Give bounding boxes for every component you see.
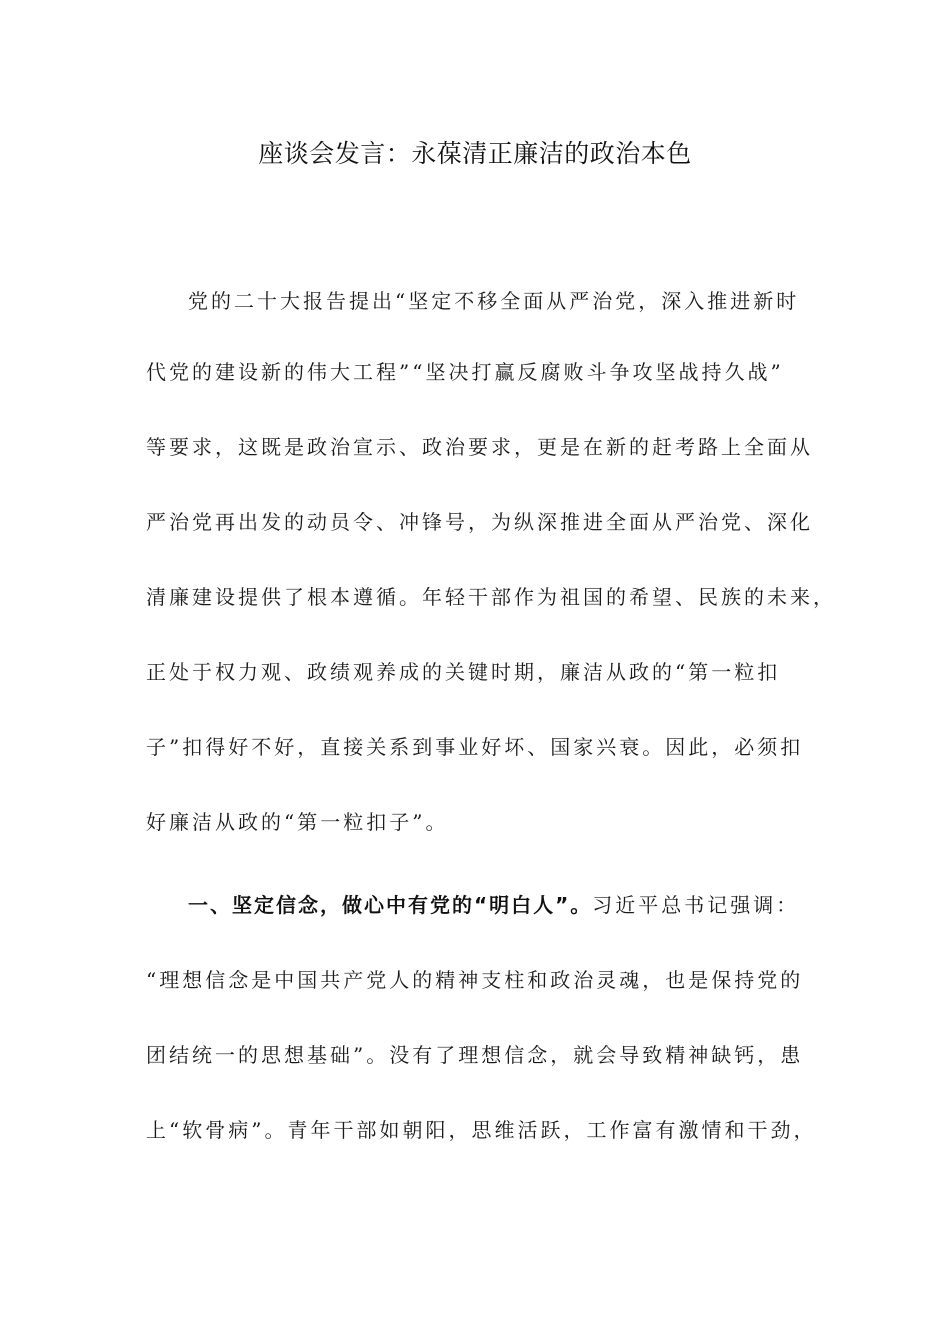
section-heading-rest: 习近平总书记强调： bbox=[592, 893, 800, 917]
paragraph-1-line-4: 严治党再出发的动员令、冲锋号，为纵深推进全面从严治党、深化 bbox=[146, 510, 813, 534]
paragraph-1-line-2: 代党的建设新的伟大工程”“坚决打赢反腐败斗争攻坚战持久战” bbox=[146, 360, 784, 384]
paragraph-1-line-6: 正处于权力观、政绩观养成的关键时期，廉洁从政的“第一粒扣 bbox=[146, 660, 781, 684]
paragraph-1-line-1: 党的二十大报告提出“坚定不移全面从严治党，深入推进新时 bbox=[188, 289, 800, 313]
paragraph-2-line-2: “理想信念是中国共产党人的精神支柱和政治灵魂，也是保持党的 bbox=[146, 968, 804, 992]
document-title: 座谈会发言：永葆清正廉洁的政治本色 bbox=[258, 139, 692, 168]
paragraph-1-line-8: 好廉洁从政的“第一粒扣子”。 bbox=[146, 810, 449, 834]
paragraph-1-line-7: 子”扣得好不好，直接关系到事业好坏、国家兴衰。因此，必须扣 bbox=[146, 735, 804, 759]
paragraph-2-line-4: 上“软骨病”。青年干部如朝阳，思维活跃，工作富有激情和干劲， bbox=[146, 1118, 817, 1142]
paragraph-1-line-5: 清廉建设提供了根本遵循。年轻干部作为祖国的希望、民族的未来， bbox=[146, 585, 836, 609]
paragraph-2-line-3: 团结统一的思想基础”。没有了理想信念，就会导致精神缺钙，患 bbox=[146, 1043, 804, 1067]
section-heading: 一、坚定信念，做心中有党的“明白人”。 bbox=[188, 893, 593, 917]
paragraph-2-line-1 bbox=[188, 890, 848, 920]
paragraph-1-line-3: 等要求，这既是政治宣示、政治要求，更是在新的赶考路上全面从 bbox=[146, 435, 813, 459]
